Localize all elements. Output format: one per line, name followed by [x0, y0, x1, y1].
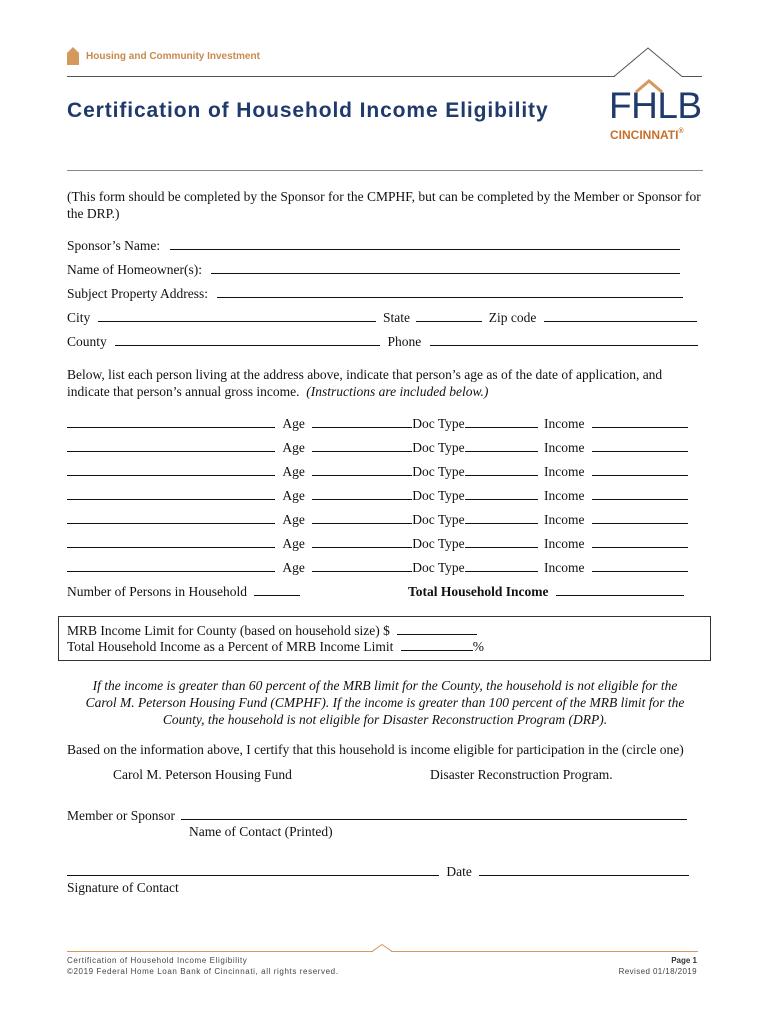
- income-field[interactable]: [592, 463, 688, 476]
- eligibility-line-1: If the income is greater than 60 percent of the MRB limit for the County, the household is not eligible for the: [92, 678, 678, 693]
- contact-printed-label: Name of Contact (Printed): [189, 824, 333, 839]
- persons-count-label: Number of Persons in Household: [67, 584, 247, 599]
- income-label: Income: [544, 416, 585, 431]
- city-field[interactable]: [98, 309, 376, 322]
- signature-field[interactable]: [67, 863, 439, 876]
- header-chevron: [614, 47, 704, 79]
- income-label: Income: [544, 536, 585, 551]
- homeowner-field[interactable]: [211, 261, 680, 274]
- doc-type-field[interactable]: [465, 463, 538, 476]
- homeowner-label: Name of Homeowner(s):: [67, 262, 202, 277]
- income-field[interactable]: [592, 511, 688, 524]
- footer-copyright: ©2019 Federal Home Loan Bank of Cincinnati, all rights reserved.: [67, 967, 339, 976]
- option-cmphf[interactable]: Carol M. Peterson Housing Fund: [113, 767, 292, 782]
- age-label: Age: [282, 440, 305, 455]
- income-label: Income: [544, 488, 585, 503]
- intro-text: (This form should be completed by the Sponsor for the CMPHF, but can be completed by the Member or Sponsor for the DRP.): [67, 189, 701, 221]
- person-name-field[interactable]: [67, 415, 275, 428]
- mrb-limit-row: [67, 622, 477, 639]
- age-label: Age: [282, 536, 305, 551]
- homeowner-row: [67, 261, 680, 278]
- sponsor-name-row: [67, 237, 680, 254]
- income-field[interactable]: [592, 439, 688, 452]
- doc-type-label: Doc Type: [412, 536, 465, 551]
- footer-rule-left: [67, 951, 373, 952]
- footer-form-name: Certification of Household Income Eligibility: [67, 956, 248, 965]
- total-income-row: [408, 583, 684, 600]
- age-field[interactable]: [312, 439, 412, 452]
- section-label: Housing and Community Investment: [86, 51, 260, 62]
- signature-label: Signature of Contact: [67, 880, 179, 895]
- age-field[interactable]: [312, 535, 412, 548]
- person-row: [67, 511, 688, 528]
- state-field[interactable]: [416, 309, 482, 322]
- doc-type-field[interactable]: [465, 487, 538, 500]
- zip-label: Zip code: [488, 310, 537, 325]
- age-field[interactable]: [312, 511, 412, 524]
- percent-sign: %: [472, 639, 484, 654]
- option-drp[interactable]: Disaster Reconstruction Program.: [430, 767, 613, 782]
- doc-type-field[interactable]: [465, 415, 538, 428]
- age-field[interactable]: [312, 487, 412, 500]
- person-row: [67, 559, 688, 576]
- person-name-field[interactable]: [67, 535, 275, 548]
- doc-type-label: Doc Type: [412, 416, 465, 431]
- income-label: Income: [544, 560, 585, 575]
- total-income-field[interactable]: [556, 583, 684, 596]
- city-label: City: [67, 310, 91, 325]
- zip-field[interactable]: [544, 309, 697, 322]
- income-label: Income: [544, 440, 585, 455]
- doc-type-label: Doc Type: [412, 512, 465, 527]
- phone-label: Phone: [387, 334, 422, 349]
- doc-type-field[interactable]: [465, 559, 538, 572]
- age-field[interactable]: [312, 559, 412, 572]
- persons-count-row: [67, 583, 300, 600]
- age-label: Age: [282, 512, 305, 527]
- age-label: Age: [282, 560, 305, 575]
- footer-chevron: [372, 944, 392, 952]
- age-field[interactable]: [312, 415, 412, 428]
- person-name-field[interactable]: [67, 463, 275, 476]
- county-row: [67, 333, 698, 350]
- footer-revised: Revised 01/18/2019: [618, 967, 697, 976]
- signature-date-row: [67, 863, 689, 880]
- person-name-field[interactable]: [67, 487, 275, 500]
- doc-type-label: Doc Type: [412, 440, 465, 455]
- doc-type-field[interactable]: [465, 511, 538, 524]
- page-title: Certification of Household Income Eligibility: [67, 99, 549, 122]
- date-field[interactable]: [479, 863, 689, 876]
- doc-type-field[interactable]: [465, 535, 538, 548]
- member-sponsor-field[interactable]: [181, 807, 687, 820]
- mrb-percent-field[interactable]: [401, 638, 473, 651]
- person-row: [67, 535, 688, 552]
- income-label: Income: [544, 512, 585, 527]
- income-field[interactable]: [592, 535, 688, 548]
- header-rule: [67, 76, 615, 77]
- person-row: [67, 487, 688, 504]
- person-row: [67, 415, 688, 432]
- logo-city: CINCINNATI®: [610, 128, 684, 142]
- county-field[interactable]: [115, 333, 380, 346]
- date-label: Date: [446, 864, 472, 879]
- age-label: Age: [282, 416, 305, 431]
- member-sponsor-label: Member or Sponsor: [67, 808, 175, 823]
- state-label: State: [383, 310, 411, 325]
- member-sponsor-row: [67, 807, 687, 824]
- mrb-percent-row: [67, 638, 484, 655]
- instructions-text: Below, list each person living at the address above, indicate that person’s age as of the date of application, and indicate that person’s annual gross income. (Instructions are included below.): [67, 367, 663, 399]
- county-label: County: [67, 334, 107, 349]
- person-name-field[interactable]: [67, 511, 275, 524]
- eligibility-line-2: Carol M. Peterson Housing Fund (CMPHF). If the income is greater than 100 percent of the MRB limit for the: [85, 695, 685, 710]
- persons-count-field[interactable]: [254, 583, 300, 596]
- fhlb-logo: [608, 76, 708, 146]
- person-name-field[interactable]: [67, 559, 275, 572]
- sponsor-name-label: Sponsor’s Name:: [67, 238, 161, 253]
- mrb-percent-label: Total Household Income as a Percent of MRB Income Limit: [67, 639, 394, 654]
- footer-page-number: Page 1: [671, 956, 697, 965]
- mrb-limit-label: MRB Income Limit for County (based on household size) $: [67, 623, 390, 638]
- address-field[interactable]: [217, 285, 683, 298]
- income-label: Income: [544, 464, 585, 479]
- age-label: Age: [282, 464, 305, 479]
- eligibility-line-3: County, the household is not eligible for Disaster Reconstruction Program (DRP).: [162, 712, 608, 727]
- mrb-limit-field[interactable]: [397, 622, 477, 635]
- phone-field[interactable]: [430, 333, 698, 346]
- city-row: [67, 309, 697, 326]
- doc-type-label: Doc Type: [412, 464, 465, 479]
- age-field[interactable]: [312, 463, 412, 476]
- sponsor-name-field[interactable]: [170, 237, 680, 250]
- total-income-label: Total Household Income: [408, 584, 549, 599]
- house-icon: [67, 47, 79, 65]
- title-rule: [67, 170, 703, 171]
- doc-type-field[interactable]: [465, 439, 538, 452]
- address-row: [67, 285, 683, 302]
- certify-statement: Based on the information above, I certify that this household is income eligible for participation in the (circle one): [67, 742, 684, 757]
- logo-wordmark: FHLB: [609, 85, 702, 126]
- income-field[interactable]: [592, 559, 688, 572]
- person-row: [67, 463, 688, 480]
- eligibility-note: [40, 677, 730, 728]
- doc-type-label: Doc Type: [412, 560, 465, 575]
- doc-type-label: Doc Type: [412, 488, 465, 503]
- person-row: [67, 439, 688, 456]
- footer-rule-right: [391, 951, 698, 952]
- age-label: Age: [282, 488, 305, 503]
- income-field[interactable]: [592, 487, 688, 500]
- person-name-field[interactable]: [67, 439, 275, 452]
- address-label: Subject Property Address:: [67, 286, 208, 301]
- income-field[interactable]: [592, 415, 688, 428]
